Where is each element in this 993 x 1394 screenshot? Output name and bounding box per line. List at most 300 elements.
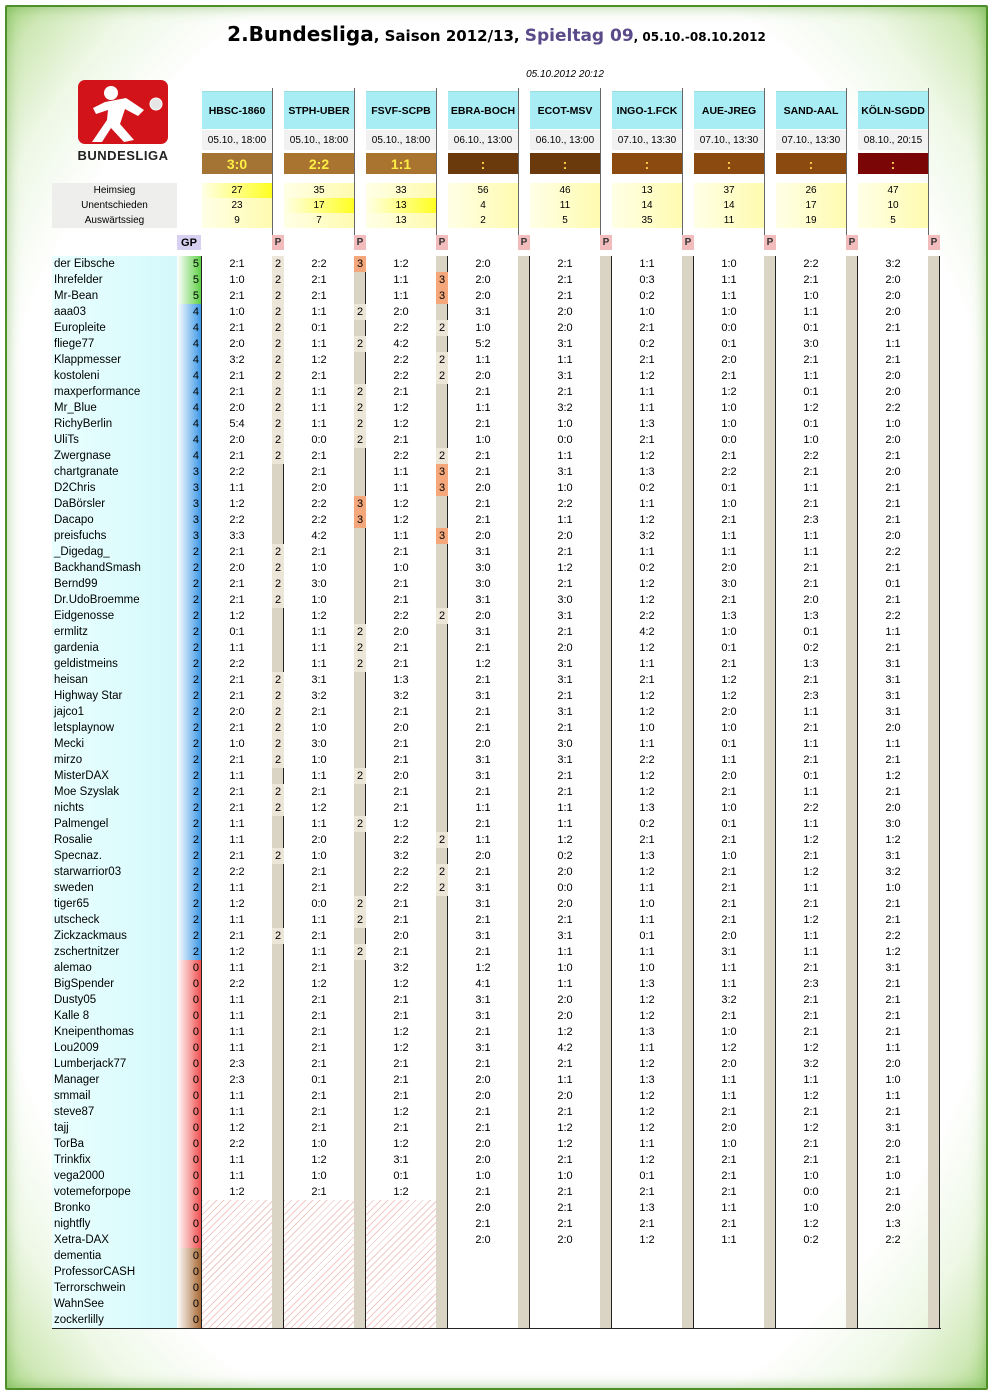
player-name[interactable]: tiger65 [52, 896, 177, 912]
player-tip: 2:1 [639, 322, 655, 334]
player-points [682, 560, 694, 576]
player-tip: 2:1 [639, 354, 655, 366]
player-points [518, 1280, 530, 1296]
player-name[interactable]: aaa03 [52, 304, 177, 320]
table-bottom-line [52, 1328, 941, 1329]
player-name[interactable]: Ihrefelder [52, 272, 177, 288]
player-name[interactable]: Mr-Bean [52, 288, 177, 304]
player-game-points: 2 [177, 544, 201, 560]
player-points: 2 [272, 848, 284, 864]
player-tip: 2:1 [639, 674, 655, 686]
player-name[interactable]: alemao [52, 960, 177, 976]
player-tip: 2:2 [311, 498, 327, 510]
player-name[interactable]: Moe Szyslak [52, 784, 177, 800]
player-name[interactable]: der Eibsche [52, 256, 177, 272]
player-points [764, 1184, 776, 1200]
player-points [600, 624, 612, 640]
player-tip: 3:1 [885, 1122, 901, 1134]
player-tip: 2:1 [721, 594, 737, 606]
player-tip: 2:1 [311, 962, 327, 974]
player-name[interactable]: Kalle 8 [52, 1008, 177, 1024]
player-tip: 1:3 [393, 674, 409, 686]
player-points [600, 928, 612, 944]
player-name[interactable]: zschertnitzer [52, 944, 177, 960]
player-tip: 1:2 [639, 1106, 655, 1118]
player-tip: 1:1 [311, 626, 327, 638]
player-tip: 2:2 [885, 930, 901, 942]
player-points [272, 1056, 284, 1072]
player-tip: 1:1 [803, 706, 819, 718]
title-season: , Saison 2012/13, [373, 27, 520, 45]
match-date: 08.10., 20:15 [858, 130, 928, 150]
player-tip: 1:1 [475, 834, 491, 846]
player-tip: 2:1 [475, 418, 491, 430]
player-points [518, 768, 530, 784]
player-name[interactable]: sweden [52, 880, 177, 896]
player-name[interactable]: preisfuchs [52, 528, 177, 544]
player-points [928, 816, 940, 832]
stat-label: Heimsieg [52, 183, 177, 198]
player-game-points: 2 [177, 640, 201, 656]
player-tip: 1:1 [229, 834, 245, 846]
player-name[interactable]: Terrorschwein [52, 1280, 177, 1296]
player-tip: 2:1 [803, 274, 819, 286]
player-points [764, 464, 776, 480]
player-tip: 2:1 [885, 482, 901, 494]
player-tip: 1:2 [639, 1234, 655, 1246]
player-points [436, 1136, 448, 1152]
player-points: 3 [436, 480, 448, 496]
player-points [928, 512, 940, 528]
player-tip: 0:0 [311, 898, 327, 910]
player-name[interactable]: utscheck [52, 912, 177, 928]
player-game-points: 0 [177, 1200, 201, 1216]
player-name[interactable]: zockerlilly [52, 1312, 177, 1328]
player-points [436, 256, 448, 272]
points-header: P [354, 235, 366, 250]
player-points [518, 560, 530, 576]
player-points [846, 736, 858, 752]
player-name[interactable]: gardenia [52, 640, 177, 656]
player-points: 2 [272, 704, 284, 720]
player-points: 2 [354, 384, 366, 400]
player-name[interactable]: heisan [52, 672, 177, 688]
player-tip: 1:2 [393, 1042, 409, 1054]
player-points [518, 336, 530, 352]
player-tip: 2:1 [393, 786, 409, 798]
player-tip: 1:0 [393, 562, 409, 574]
player-tip: 2:0 [803, 594, 819, 606]
player-tip [694, 1312, 764, 1328]
player-points [682, 1312, 694, 1328]
player-tip: 2:0 [721, 354, 737, 366]
player-name[interactable]: Rosalie [52, 832, 177, 848]
player-tip [202, 1200, 272, 1216]
player-name[interactable]: smmail [52, 1088, 177, 1104]
points-header: P [600, 235, 612, 250]
player-game-points: 2 [177, 672, 201, 688]
player-name[interactable]: nichts [52, 800, 177, 816]
player-name[interactable]: BigSpender [52, 976, 177, 992]
player-tip: 3:1 [475, 306, 491, 318]
player-name[interactable]: fliege77 [52, 336, 177, 352]
player-game-points: 0 [177, 1184, 201, 1200]
player-name[interactable]: TorBa [52, 1136, 177, 1152]
player-points [928, 1296, 940, 1312]
match-team-header[interactable]: KÖLN-SGDD [858, 91, 928, 129]
player-game-points: 2 [177, 784, 201, 800]
player-name[interactable]: Bernd99 [52, 576, 177, 592]
player-points [600, 1056, 612, 1072]
player-name[interactable]: letsplaynow [52, 720, 177, 736]
player-name[interactable]: Lumberjack77 [52, 1056, 177, 1072]
player-points [354, 576, 366, 592]
player-points: 2 [272, 752, 284, 768]
player-tip: 0:0 [311, 434, 327, 446]
player-tip: 3:1 [475, 690, 491, 702]
player-points [928, 320, 940, 336]
player-tip: 1:3 [639, 1026, 655, 1038]
player-tip: 2:0 [721, 1058, 737, 1070]
player-name[interactable]: Eidgenosse [52, 608, 177, 624]
player-points [518, 960, 530, 976]
player-tip [448, 1280, 518, 1296]
player-points [436, 560, 448, 576]
player-name[interactable]: starwarrior03 [52, 864, 177, 880]
player-points [764, 1056, 776, 1072]
player-tip: 2:1 [885, 594, 901, 606]
player-points [272, 1008, 284, 1024]
player-points [764, 944, 776, 960]
player-tip: 3:2 [885, 866, 901, 878]
player-tip: 2:2 [229, 658, 245, 670]
player-points [764, 960, 776, 976]
player-name[interactable]: Klappmesser [52, 352, 177, 368]
player-tip: 2:1 [311, 1122, 327, 1134]
player-name[interactable]: WahnSee [52, 1296, 177, 1312]
player-points [928, 976, 940, 992]
player-tip: 1:0 [885, 418, 901, 430]
player-tip: 2:0 [475, 1138, 491, 1150]
player-tip: 1:2 [639, 994, 655, 1006]
player-points [846, 992, 858, 1008]
player-points [600, 512, 612, 528]
player-tip: 0:1 [311, 322, 327, 334]
player-name[interactable]: Dusty05 [52, 992, 177, 1008]
player-points [682, 1280, 694, 1296]
match-date: 06.10., 13:00 [448, 130, 518, 150]
player-points: 2 [354, 640, 366, 656]
player-tip: 2:1 [885, 994, 901, 1006]
points-header: P [928, 235, 940, 250]
player-tip: 1:2 [229, 898, 245, 910]
player-tip: 1:2 [639, 642, 655, 654]
player-points [682, 1152, 694, 1168]
match-team-header[interactable]: EBRA-BOCH [448, 91, 518, 129]
player-points: 2 [272, 928, 284, 944]
player-points [682, 272, 694, 288]
player-game-points: 0 [177, 1056, 201, 1072]
player-tip: 2:1 [803, 674, 819, 686]
player-points [928, 992, 940, 1008]
player-tip: 2:1 [803, 1010, 819, 1022]
player-tip: 2:1 [229, 722, 245, 734]
player-tip: 1:2 [721, 1042, 737, 1054]
player-tip: 2:2 [885, 610, 901, 622]
player-name[interactable]: jajco1 [52, 704, 177, 720]
player-tip: 2:1 [885, 498, 901, 510]
player-points [682, 1168, 694, 1184]
player-points [682, 496, 694, 512]
player-points [928, 592, 940, 608]
player-points [846, 704, 858, 720]
player-tip: 2:1 [311, 882, 327, 894]
player-tip: 2:1 [721, 1154, 737, 1166]
player-points [600, 1248, 612, 1264]
player-name[interactable]: chartgranate [52, 464, 177, 480]
player-points [436, 1088, 448, 1104]
player-tip: 3:0 [557, 738, 573, 750]
player-points [682, 320, 694, 336]
player-points [682, 816, 694, 832]
player-name[interactable]: ermlitz [52, 624, 177, 640]
player-tip [448, 1248, 518, 1264]
player-points [436, 896, 448, 912]
player-name[interactable]: tajj [52, 1120, 177, 1136]
player-game-points: 2 [177, 688, 201, 704]
player-name[interactable]: kostoleni [52, 368, 177, 384]
player-points [436, 416, 448, 432]
player-points [682, 944, 694, 960]
player-name[interactable]: RichyBerlin [52, 416, 177, 432]
player-tip: 0:0 [803, 1186, 819, 1198]
player-name[interactable]: DaBörsler [52, 496, 177, 512]
player-tip: 2:1 [803, 994, 819, 1006]
player-points [928, 1136, 940, 1152]
player-name[interactable]: Palmengel [52, 816, 177, 832]
player-tip [612, 1296, 682, 1312]
player-tip: 1:1 [639, 546, 655, 558]
player-points [600, 816, 612, 832]
player-game-points: 2 [177, 848, 201, 864]
player-points [928, 880, 940, 896]
player-points [682, 1136, 694, 1152]
player-name[interactable]: BackhandSmash [52, 560, 177, 576]
player-points [846, 1008, 858, 1024]
player-points: 2 [436, 864, 448, 880]
player-tip: 3:3 [229, 530, 245, 542]
player-points [682, 992, 694, 1008]
player-tip: 1:1 [721, 1090, 737, 1102]
player-tip: 2:0 [475, 1154, 491, 1166]
player-points [518, 816, 530, 832]
player-points [846, 656, 858, 672]
player-name[interactable]: mirzo [52, 752, 177, 768]
player-name[interactable]: Mr_Blue [52, 400, 177, 416]
player-points [764, 656, 776, 672]
player-tip: 1:1 [393, 290, 409, 302]
player-tip: 1:0 [885, 1170, 901, 1182]
match-team-header[interactable]: HBSC-1860 [202, 91, 272, 129]
player-points [354, 1152, 366, 1168]
player-points [846, 432, 858, 448]
player-points [518, 656, 530, 672]
player-name[interactable]: Specnaz. [52, 848, 177, 864]
player-name[interactable]: votemeforpope [52, 1184, 177, 1200]
player-name[interactable]: Europleite [52, 320, 177, 336]
player-points [682, 368, 694, 384]
player-name[interactable]: Bronko [52, 1200, 177, 1216]
match-team-header[interactable]: STPH-UBER [284, 91, 354, 129]
player-tip: 3:1 [393, 1154, 409, 1166]
player-name[interactable]: maxperformance [52, 384, 177, 400]
player-tip: 2:1 [885, 322, 901, 334]
player-game-points: 3 [177, 464, 201, 480]
player-tip: 3:2 [639, 530, 655, 542]
player-name[interactable]: Kneipenthomas [52, 1024, 177, 1040]
player-tip: 2:1 [721, 450, 737, 462]
player-name[interactable]: MisterDAX [52, 768, 177, 784]
player-points [354, 736, 366, 752]
player-name[interactable]: vega2000 [52, 1168, 177, 1184]
player-points [682, 448, 694, 464]
player-tip: 1:1 [639, 1138, 655, 1150]
player-game-points: 0 [177, 1216, 201, 1232]
player-game-points: 4 [177, 416, 201, 432]
player-tip: 2:1 [721, 1186, 737, 1198]
player-name[interactable]: nightfly [52, 1216, 177, 1232]
player-name[interactable]: Xetra-DAX [52, 1232, 177, 1248]
match-team-header[interactable]: INGO-1.FCK [612, 91, 682, 129]
player-name[interactable]: Dacapo [52, 512, 177, 528]
header-fold [599, 88, 601, 244]
player-points [272, 1216, 284, 1232]
player-tip: 1:3 [639, 978, 655, 990]
match-stat: 56 [448, 183, 518, 198]
match-stat: 37 [694, 183, 764, 198]
player-tip: 2:3 [803, 514, 819, 526]
player-points: 3 [354, 496, 366, 512]
player-name[interactable]: Zickzackmaus [52, 928, 177, 944]
player-points [928, 1024, 940, 1040]
player-tip: 2:0 [311, 834, 327, 846]
player-name[interactable]: geldistmeins [52, 656, 177, 672]
player-tip: 2:0 [475, 290, 491, 302]
player-tip: 1:2 [557, 1122, 573, 1134]
player-name[interactable]: Highway Star [52, 688, 177, 704]
player-tip: 1:2 [639, 450, 655, 462]
player-points [764, 1120, 776, 1136]
player-name[interactable]: Zwergnase [52, 448, 177, 464]
player-points [518, 1008, 530, 1024]
player-name[interactable]: ProfessorCASH [52, 1264, 177, 1280]
player-tip [776, 1312, 846, 1328]
player-name[interactable]: dementia [52, 1248, 177, 1264]
player-tip: 0:1 [803, 770, 819, 782]
player-tip [776, 1248, 846, 1264]
player-name[interactable]: Mecki [52, 736, 177, 752]
player-points [436, 1008, 448, 1024]
player-name[interactable]: Manager [52, 1072, 177, 1088]
player-tip: 1:2 [639, 706, 655, 718]
player-tip: 3:2 [721, 994, 737, 1006]
player-points [436, 400, 448, 416]
player-name[interactable]: Lou2009 [52, 1040, 177, 1056]
player-tip: 2:2 [885, 546, 901, 558]
player-tip: 1:0 [557, 482, 573, 494]
player-tip: 2:1 [803, 1106, 819, 1118]
player-tip: 2:2 [885, 1234, 901, 1246]
player-tip: 2:1 [393, 898, 409, 910]
player-tip [202, 1264, 272, 1280]
player-name[interactable]: Trinkfix [52, 1152, 177, 1168]
player-tip: 2:2 [393, 882, 409, 894]
player-points [354, 800, 366, 816]
match-team-header[interactable]: ECOT-MSV [530, 91, 600, 129]
player-points [518, 1264, 530, 1280]
player-tip: 1:1 [229, 482, 245, 494]
player-tip: 1:1 [885, 1090, 901, 1102]
player-game-points: 4 [177, 320, 201, 336]
player-points [928, 752, 940, 768]
header-fold [517, 88, 519, 244]
player-tip [284, 1280, 354, 1296]
title-matchday: Spieltag 09 [524, 26, 634, 46]
player-tip: 2:1 [557, 1202, 573, 1214]
player-points [518, 432, 530, 448]
player-points [928, 1040, 940, 1056]
player-points [682, 256, 694, 272]
player-tip: 2:1 [393, 546, 409, 558]
player-name[interactable]: UliTs [52, 432, 177, 448]
player-points [600, 704, 612, 720]
player-tip: 2:0 [885, 1138, 901, 1150]
player-points: 2 [354, 912, 366, 928]
player-tip: 1:0 [885, 1074, 901, 1086]
player-points [682, 1120, 694, 1136]
player-tip: 2:2 [393, 834, 409, 846]
match-stat: 7 [284, 213, 354, 228]
player-tip: 1:2 [311, 610, 327, 622]
player-game-points: 2 [177, 880, 201, 896]
player-points [354, 1264, 366, 1280]
player-points [764, 704, 776, 720]
player-name[interactable]: _Digedag_ [52, 544, 177, 560]
player-points [764, 848, 776, 864]
match-team-header[interactable]: FSVF-SCPB [366, 91, 436, 129]
player-game-points: 2 [177, 832, 201, 848]
player-tip: 1:1 [229, 1090, 245, 1102]
player-name[interactable]: D2Chris [52, 480, 177, 496]
player-points [682, 464, 694, 480]
player-tip [694, 1264, 764, 1280]
player-points [600, 1040, 612, 1056]
player-points [600, 1168, 612, 1184]
player-name[interactable]: Dr.UdoBroemme [52, 592, 177, 608]
player-points [436, 1184, 448, 1200]
match-team-header[interactable]: SAND-AAL [776, 91, 846, 129]
match-team-header[interactable]: AUE-JREG [694, 91, 764, 129]
player-tip: 2:0 [475, 482, 491, 494]
player-tip: 2:2 [229, 1138, 245, 1150]
player-points [600, 976, 612, 992]
player-points [518, 752, 530, 768]
player-tip: 1:1 [557, 978, 573, 990]
player-tip: 2:1 [393, 1010, 409, 1022]
player-game-points: 4 [177, 432, 201, 448]
player-points [928, 464, 940, 480]
player-name[interactable]: steve87 [52, 1104, 177, 1120]
